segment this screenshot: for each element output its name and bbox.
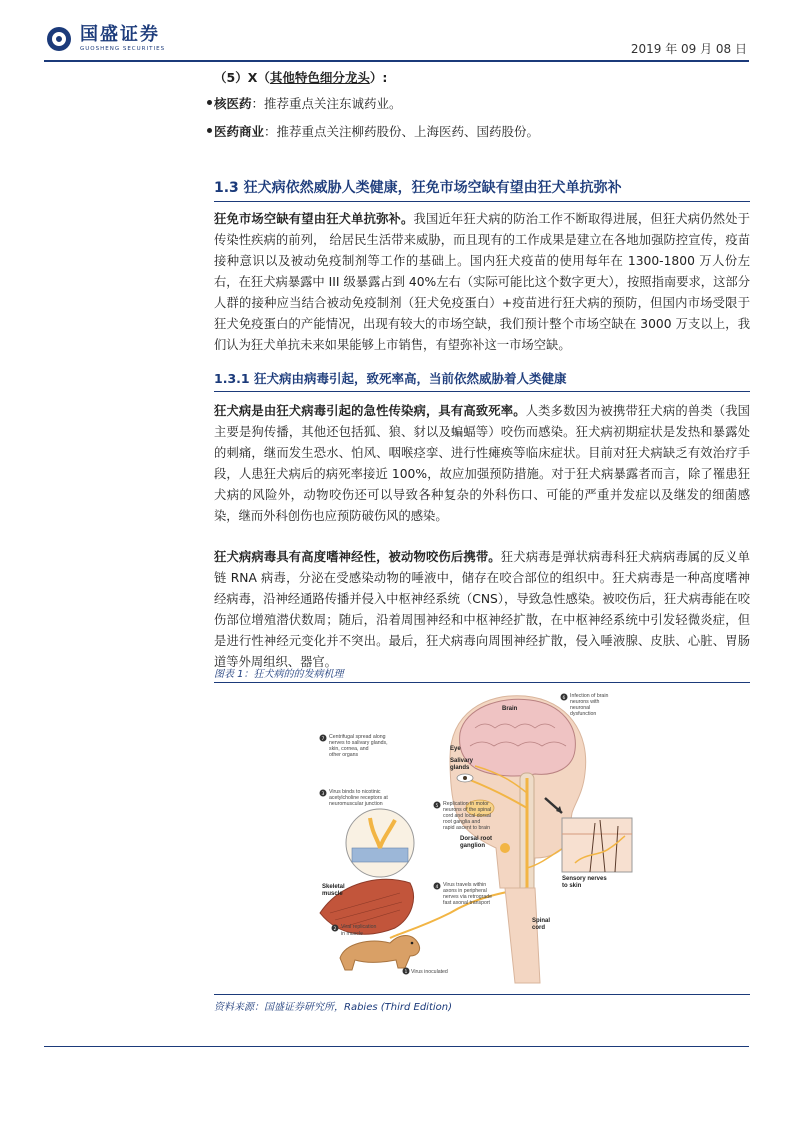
subhead-suffix: ）: [369, 70, 388, 85]
paragraph-lead: 狂犬病病毒具有高度嗜神经性，被动物咬伤后携带。 [214, 550, 501, 564]
label-brain: Brain [502, 706, 518, 712]
paragraph [214, 209, 750, 356]
label-step7-1: Centrifugal spread along [329, 734, 386, 740]
label-eye: Eye [450, 746, 461, 752]
dog-eye [411, 942, 414, 945]
label-step5-1: Replication in motor [443, 801, 489, 807]
label-step4-3: nerves via retrograde [443, 894, 493, 900]
label-step2-2: in muscle [341, 931, 363, 937]
eye-pupil [463, 776, 467, 780]
label-step5-2: neurons of the spinal [443, 807, 492, 813]
paragraph-lead: 狂免市场空缺有望由狂犬单抗弥补。 [214, 212, 414, 226]
footer-divider [44, 1046, 749, 1047]
label-step7-3: skin, cornea, and [329, 746, 369, 752]
bullet-icon [207, 128, 212, 133]
report-date: 2019 年 09 月 08 日 [630, 42, 747, 56]
label-step5-3: cord and local dorsal [443, 813, 491, 819]
label-sensory-1: Sensory nerves [562, 876, 607, 882]
step-4-number: 4 [435, 885, 439, 890]
step-1-number: 1 [404, 970, 408, 975]
section-heading: 1.3 狂犬病依然威胁人类健康，狂免市场空缺有望由狂犬单抗弥补 [214, 180, 622, 196]
label-step4-1: Virus travels within [443, 882, 487, 888]
label-step3-2: acetylcholine receptors at [329, 795, 388, 801]
label-salivary-2: glands [450, 765, 470, 771]
dorsal-ganglion-dot [500, 843, 510, 853]
label-step7-4: other organs [329, 752, 359, 758]
label-dorsal-2: ganglion [460, 843, 485, 849]
label-step3-3: neuromuscular junction [329, 801, 383, 807]
figure-top-rule [214, 682, 750, 683]
subhead-prefix: （5）X（ [214, 70, 270, 85]
pathogenesis-illustration [300, 688, 660, 988]
brand-name-cn: 国盛证券 [80, 24, 160, 45]
subsection-divider [214, 391, 750, 392]
nmj-membrane [352, 848, 408, 862]
step-6-number: 6 [562, 696, 566, 701]
step-7-number: 7 [321, 737, 325, 742]
brand-logo [46, 26, 165, 53]
label-step6-4: dysfunction [570, 711, 597, 717]
subhead-5 [214, 68, 750, 86]
step-5-number: 5 [435, 804, 439, 809]
label-step2-1: Viral replication [341, 924, 377, 930]
bullet-text: ：推荐重点关注东诚药业。 [251, 96, 402, 111]
guosheng-logo-icon [46, 26, 72, 52]
subhead-text: 其他特色细分龙头 [269, 70, 370, 85]
label-step6-3: neuronal [570, 705, 591, 711]
step-3-number: 3 [321, 792, 325, 797]
label-skeletal-2: muscle [322, 891, 343, 897]
label-step6-2: neurons with [570, 699, 600, 705]
torso-shape [505, 888, 540, 983]
label-spinal-2: cord [532, 925, 546, 931]
label-step4-2: axons in peripheral [443, 888, 487, 894]
paragraph-body: 人类多数因为被携带狂犬病的兽类（我国主要是狗传播，其他还包括狐、狼、豺以及蝙蝠等）咬伤而感染。狂犬病初期症状是发热和暴露处的刺痛，继而发生恐水、怕风、咽喉痉挛、进行性瘫痪等临床症状。目前对狂犬病缺乏有效治疗手段，人患狂犬病后的病死率接近 100%，故应加强预防措施。对于狂犬病暴露者而言，除了罹患狂犬病的风险外，动物咬伤还可以导致各种复杂的外科伤口、可能的严重并发症以及继发的细菌感染，继而外科创伤也应预防破伤风的感染。 [214, 404, 750, 523]
figure-bottom-rule [214, 994, 750, 995]
bullet-icon [207, 100, 212, 105]
brand-name-en: GUOSHENG SECURITIES [80, 46, 166, 52]
label-step3-1: Virus binds to nicotinic [329, 789, 381, 795]
rabies-pathogenesis-figure [300, 688, 660, 988]
label-dorsal-1: Dorsal root [460, 836, 493, 842]
paragraph [214, 547, 750, 673]
dog-icon [340, 936, 420, 971]
label-sensory-2: to skin [562, 883, 582, 889]
page-header [0, 0, 793, 62]
label-step4-4: fast axonal transport [443, 900, 491, 906]
list-item [214, 122, 750, 140]
label-step7-2: nerves to salivary glands, [329, 740, 388, 746]
figure-source: 资料来源：国盛证券研究所，Rabies (Third Edition) [214, 1002, 453, 1013]
label-salivary-1: Salivary [450, 758, 474, 764]
skin-zoom-box [562, 818, 632, 872]
paragraph [214, 401, 750, 527]
label-skeletal-1: Skeletal [322, 884, 345, 890]
subsection-heading: 1.3.1 狂犬病由病毒引起，致死率高，当前依然威胁着人类健康 [214, 371, 567, 386]
bullet-text: ：推荐重点关注柳药股份、上海医药、国药股份。 [264, 124, 540, 139]
bullet-label: 核医药 [214, 96, 252, 111]
bullet-label: 医药商业 [214, 124, 265, 139]
brain-shape [460, 699, 576, 776]
label-step6-1: Infection of brain [570, 693, 609, 699]
paragraph-body: 我国近年狂犬病的防治工作不断取得进展，但狂犬病仍然处于传染性疾病的前列， 给居民生活带来威胁，而且现有的工作成果是建立在各地加强防控宣传，疫苗接种意识以及被动免疫制剂等工作的基础上。国内狂犬疫苗的使用每年在 1300-1800 万人份左右，在狂犬病暴露中 III 级暴露占到 40%左右（实际可能比这个数字更大），按照指南要求，这部分人群的接种应当结合被动免疫制剂（狂犬免疫蛋白）+疫苗进行狂犬病的预防，但国内市场受限于狂犬免疫蛋白的产能情况，出现有较大的市场空缺，我们预计整个市场空缺在 3000 万支以上，我们认为狂犬单抗未来如果能够上市销售，有望弥补这一市场空缺。 [214, 212, 750, 352]
paragraph-lead: 狂犬病是由狂犬病毒引起的急性传染病，具有高致死率。 [214, 404, 526, 418]
step-2-number: 2 [333, 927, 337, 932]
list-item [214, 94, 750, 112]
header-divider [44, 60, 749, 62]
paragraph-body: 狂犬病毒是弹状病毒科狂犬病病毒属的反义单链 RNA 病毒，分泌在受感染动物的唾液中，储存在咬合部位的组织中。狂犬病毒是一种高度嗜神经病毒，沿神经通路传播并侵入中枢神经系统（CNS），导致急性感染。被咬伤后，狂犬病毒能在咬伤部位增殖潜伏数周；随后，沿着周围神经和中枢神经扩散，在中枢神经系统中引发轻微炎症，但是进行性神经元变化并不突出。最后，狂犬病毒向周围神经扩散，侵入唾液腺、皮肤、心脏、胃肠道等外周组织、器官。 [214, 550, 750, 669]
label-spinal-1: Spinal [532, 918, 551, 924]
label-step1: Virus inoculated [411, 969, 448, 975]
label-step5-4: root ganglia and [443, 819, 481, 825]
label-step5-5: rapid ascent to brain [443, 825, 491, 831]
section-divider [214, 201, 750, 202]
figure-caption: 图表 1：狂犬病的的发病机理 [214, 669, 344, 680]
